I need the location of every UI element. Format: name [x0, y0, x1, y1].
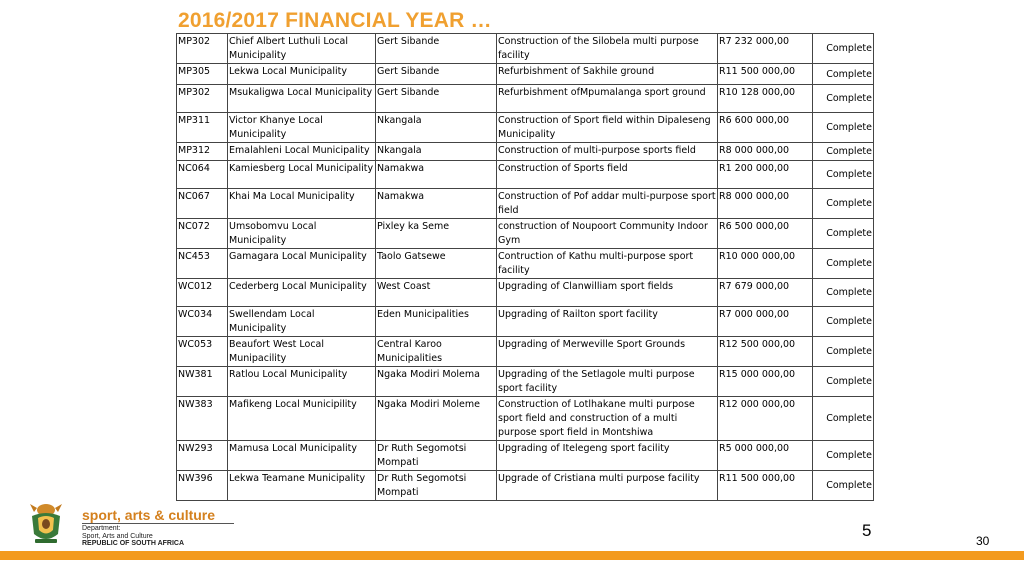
brand-divider [82, 523, 234, 524]
project-cell: Upgrading of Itelegeng sport facility [497, 441, 718, 471]
municipality-cell: Cederberg Local Municipality [228, 279, 376, 307]
status-cell: Complete [813, 64, 874, 85]
table-row [177, 367, 874, 397]
table-row [177, 471, 874, 501]
code-cell: NC453 [177, 249, 228, 279]
table-row [177, 441, 874, 471]
status-cell: Complete [813, 249, 874, 279]
district-cell: Gert Sibande [376, 64, 497, 85]
amount-cell: R7 000 000,00 [718, 307, 813, 337]
brand-name: sport, arts & culture [82, 507, 216, 523]
project-cell: Construction of multi-purpose sports field [497, 143, 718, 161]
municipality-cell: Victor Khanye Local Municipality [228, 113, 376, 143]
status-cell: Complete [813, 307, 874, 337]
code-cell: NC064 [177, 161, 228, 189]
district-cell: Ngaka Modiri Moleme [376, 397, 497, 441]
district-cell: Eden Municipalities [376, 307, 497, 337]
district-cell: Taolo Gatsewe [376, 249, 497, 279]
district-cell: Central Karoo Municipalities [376, 337, 497, 367]
project-cell: Construction of Lotlhakane multi purpose sport field and construction of a multi purpose sport field in Montshiwa [497, 397, 718, 441]
project-cell: Refurbishment of Sakhile ground [497, 64, 718, 85]
status-cell: Complete [813, 161, 874, 189]
table-row [177, 249, 874, 279]
table-row [177, 113, 874, 143]
district-cell: Pixley ka Seme [376, 219, 497, 249]
amount-cell: R1 200 000,00 [718, 161, 813, 189]
project-cell: Upgrading of the Setlagole multi purpose sport facility [497, 367, 718, 397]
amount-cell: R10 128 000,00 [718, 85, 813, 113]
project-cell: Upgrade of Cristiana multi purpose facility [497, 471, 718, 501]
projects-table [176, 33, 874, 501]
municipality-cell: Lekwa Local Municipality [228, 64, 376, 85]
district-cell: West Coast [376, 279, 497, 307]
municipality-cell: Msukaligwa Local Municipality [228, 85, 376, 113]
table-row [177, 85, 874, 113]
code-cell: WC012 [177, 279, 228, 307]
amount-cell: R7 679 000,00 [718, 279, 813, 307]
status-cell: Complete [813, 143, 874, 161]
project-cell: Upgrading of Railton sport facility [497, 307, 718, 337]
project-cell: Construction of Pof addar multi-purpose sport field [497, 189, 718, 219]
status-cell: Complete [813, 85, 874, 113]
table-row [177, 189, 874, 219]
code-cell: WC053 [177, 337, 228, 367]
municipality-cell: Umsobomvu Local Municipality [228, 219, 376, 249]
page-number: 5 [862, 521, 872, 540]
code-cell: NW383 [177, 397, 228, 441]
code-cell: MP302 [177, 34, 228, 64]
code-cell: MP305 [177, 64, 228, 85]
status-cell: Complete [813, 367, 874, 397]
district-cell: Namakwa [376, 189, 497, 219]
project-cell: Construction of the Silobela multi purpose facility [497, 34, 718, 64]
project-cell: Upgrading of Clanwilliam sport fields [497, 279, 718, 307]
country-name: REPUBLIC OF SOUTH AFRICA [82, 540, 185, 547]
amount-cell: R8 000 000,00 [718, 143, 813, 161]
amount-cell: R6 500 000,00 [718, 219, 813, 249]
district-cell: Nkangala [376, 143, 497, 161]
code-cell: NC067 [177, 189, 228, 219]
district-cell: Gert Sibande [376, 34, 497, 64]
municipality-cell: Emalahleni Local Municipality [228, 143, 376, 161]
table-row [177, 64, 874, 85]
municipality-cell: Chief Albert Luthuli Local Municipality [228, 34, 376, 64]
municipality-cell: Kamiesberg Local Municipality [228, 161, 376, 189]
code-cell: MP312 [177, 143, 228, 161]
project-cell: Refurbishment ofMpumalanga sport ground [497, 85, 718, 113]
status-cell: Complete [813, 219, 874, 249]
status-cell: Complete [813, 441, 874, 471]
amount-cell: R12 000 000,00 [718, 397, 813, 441]
district-cell: Dr Ruth Segomotsi Mompati [376, 471, 497, 501]
project-cell: Upgrading of Merweville Sport Grounds [497, 337, 718, 367]
table-row [177, 219, 874, 249]
code-cell: MP302 [177, 85, 228, 113]
amount-cell: R11 500 000,00 [718, 471, 813, 501]
amount-cell: R10 000 000,00 [718, 249, 813, 279]
district-cell: Namakwa [376, 161, 497, 189]
table-row [177, 397, 874, 441]
code-cell: NW396 [177, 471, 228, 501]
table-row [177, 143, 874, 161]
municipality-cell: Ratlou Local Municipality [228, 367, 376, 397]
project-cell: Construction of Sports field [497, 161, 718, 189]
municipality-cell: Khai Ma Local Municipality [228, 189, 376, 219]
dept-name: Sport, Arts and Culture [82, 532, 153, 540]
district-cell: Gert Sibande [376, 85, 497, 113]
status-cell: Complete [813, 189, 874, 219]
municipality-cell: Mamusa Local Municipality [228, 441, 376, 471]
amount-cell: R7 232 000,00 [718, 34, 813, 64]
status-cell: Complete [813, 113, 874, 143]
code-cell: WC034 [177, 307, 228, 337]
slide-number: 30 [976, 534, 990, 548]
district-cell: Dr Ruth Segomotsi Mompati [376, 441, 497, 471]
municipality-cell: Swellendam Local Municipality [228, 307, 376, 337]
table-row [177, 337, 874, 367]
project-cell: construction of Noupoort Community Indoor Gym [497, 219, 718, 249]
code-cell: NW293 [177, 441, 228, 471]
amount-cell: R12 500 000,00 [718, 337, 813, 367]
project-cell: Contruction of Kathu multi-purpose sport facility [497, 249, 718, 279]
status-cell: Complete [813, 337, 874, 367]
status-cell: Complete [813, 279, 874, 307]
amount-cell: R8 000 000,00 [718, 189, 813, 219]
department-text [82, 525, 184, 548]
code-cell: MP311 [177, 113, 228, 143]
district-cell: Nkangala [376, 113, 497, 143]
coat-of-arms-logo [26, 500, 66, 546]
municipality-cell: Mafikeng Local Municipility [228, 397, 376, 441]
slide-title: 2016/2017 FINANCIAL YEAR … [178, 9, 492, 32]
amount-cell: R6 600 000,00 [718, 113, 813, 143]
amount-cell: R15 000 000,00 [718, 367, 813, 397]
municipality-cell: Gamagara Local Municipality [228, 249, 376, 279]
table-row [177, 161, 874, 189]
project-cell: Construction of Sport field within Dipaleseng Municipality [497, 113, 718, 143]
code-cell: NC072 [177, 219, 228, 249]
dept-label: Department: [82, 525, 121, 532]
status-cell: Complete [813, 471, 874, 501]
amount-cell: R5 000 000,00 [718, 441, 813, 471]
code-cell: NW381 [177, 367, 228, 397]
district-cell: Ngaka Modiri Molema [376, 367, 497, 397]
table-row [177, 34, 874, 64]
status-cell: Complete [813, 397, 874, 441]
municipality-cell: Lekwa Teamane Municipality [228, 471, 376, 501]
status-cell: Complete [813, 34, 874, 64]
table-row [177, 307, 874, 337]
table-row [177, 279, 874, 307]
amount-cell: R11 500 000,00 [718, 64, 813, 85]
footer-accent-bar [0, 551, 1024, 560]
municipality-cell: Beaufort West Local Munipacility [228, 337, 376, 367]
